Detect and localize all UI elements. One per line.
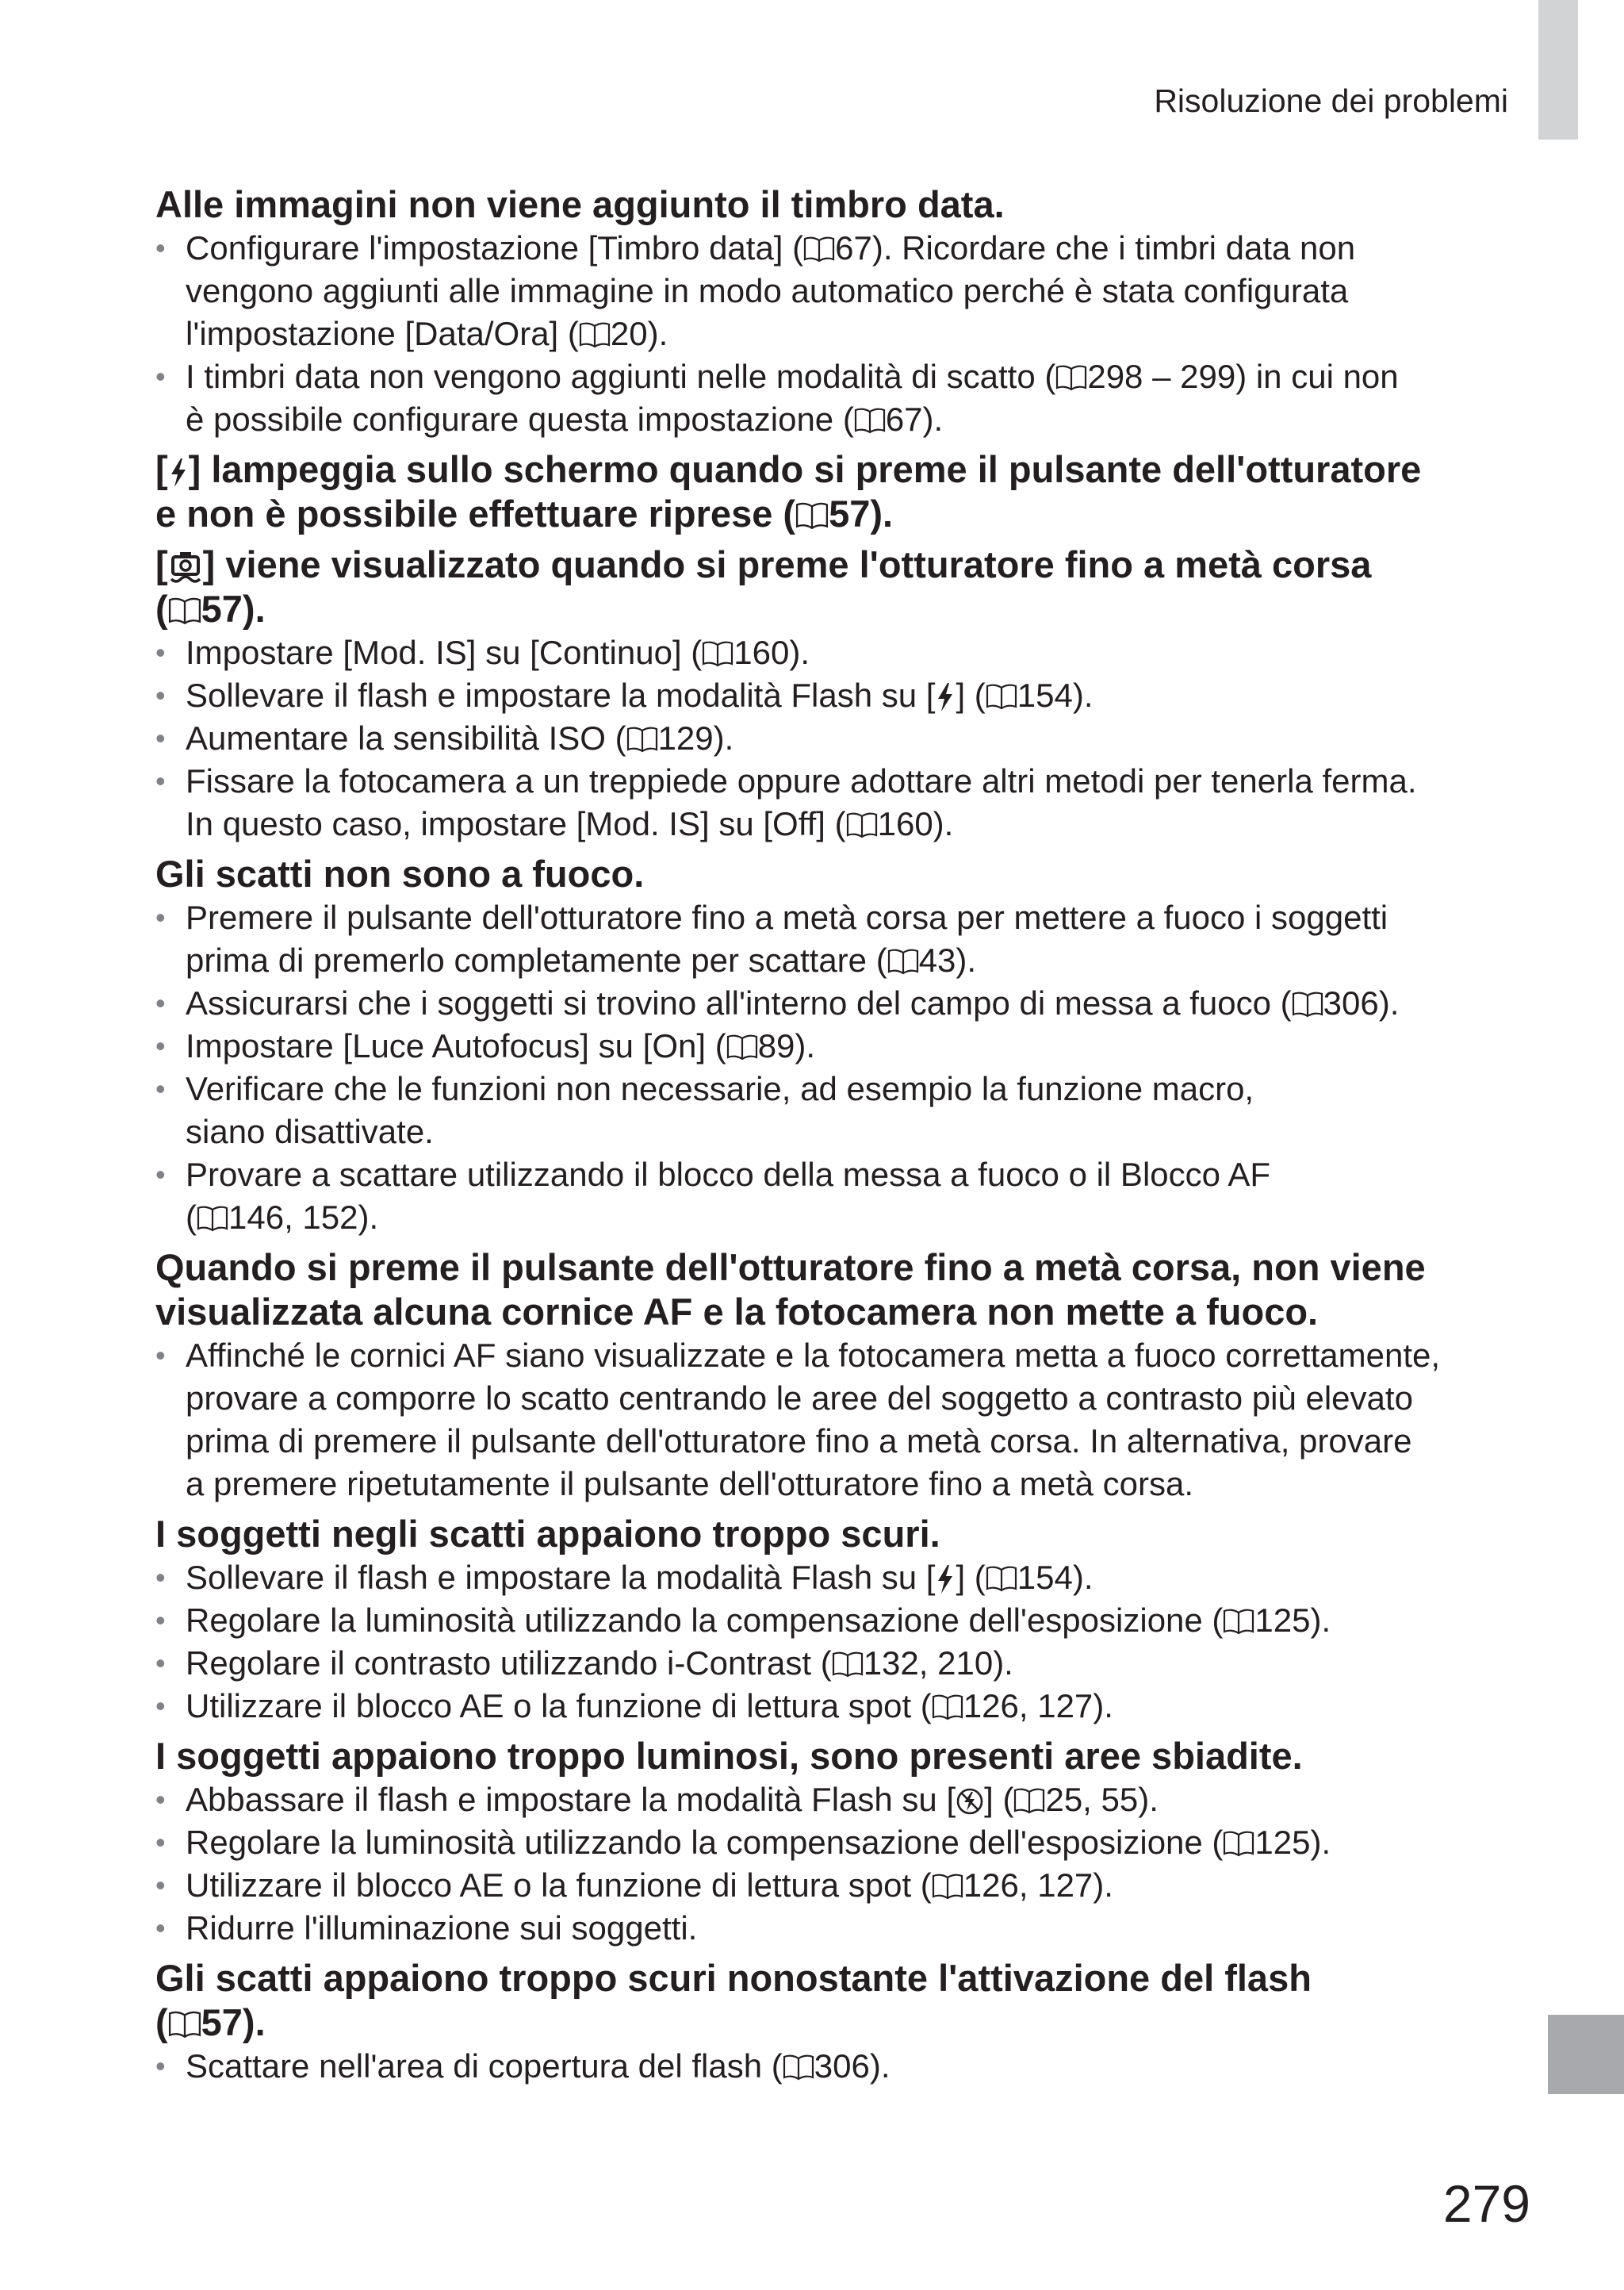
section-timbro-data	[155, 182, 1535, 441]
section-non-a-fuoco	[155, 852, 1535, 1239]
running-header: Risoluzione dei problemi	[1154, 82, 1508, 119]
section-heading: [ ] lampeggia sullo schermo quando si preme il pulsante dell'otturatore e non è possibile effettuare riprese ( 57).	[155, 448, 1422, 535]
flash-icon	[935, 681, 956, 713]
flash-icon	[168, 457, 189, 489]
list-item: • Fissare la fotocamera a un treppiede oppure adottare altri metodi per tenerla ferma. In questo caso, impostare [Mod. IS] su [Off] ( 160).	[155, 760, 1535, 846]
list-item: • Regolare la luminosità utilizzando la compensazione dell'esposizione ( 125).	[155, 1599, 1535, 1642]
list-item: • Scattare nell'area di copertura del flash ( 306).	[155, 2045, 1535, 2088]
book-icon	[1013, 1787, 1045, 1814]
book-icon	[932, 1694, 963, 1720]
book-icon	[1223, 1608, 1254, 1635]
list-item: • Affinché le cornici AF siano visualizzate e la fotocamera metta a fuoco correttamente, provare a comporre lo scatto centrando le aree del soggetto a contrasto più elevato prima di premere il pulsante dell'otturatore fino a metà corsa. In alternativa, provare a premere ripetutamente il pulsante dell'otturatore fino a metà corsa.	[155, 1334, 1535, 1506]
book-icon	[986, 1565, 1017, 1592]
list-item: • Premere il pulsante dell'otturatore fino a metà corsa per mettere a fuoco i soggetti prima di premerlo completamente per scattare ( 43).	[155, 896, 1535, 982]
list-item: • Sollevare il flash e impostare la modalità Flash su [ ] ( 154).	[155, 674, 1535, 717]
list-item: • Utilizzare il blocco AE o la funzione di lettura spot ( 126, 127).	[155, 1685, 1535, 1728]
book-icon	[1055, 364, 1087, 391]
book-icon	[832, 1651, 864, 1678]
book-icon	[168, 2010, 201, 2039]
list-item: • Configurare l'impostazione [Timbro data] ( 67). Ricordare che i timbri data non vengono aggiunti alle immagine in modo automatico perché è stata configurata l'impostazione [Data/Ora] ( 20).	[155, 227, 1535, 355]
book-icon	[803, 236, 835, 263]
section-troppo-luminosi	[155, 1734, 1535, 1950]
book-icon	[846, 811, 878, 838]
section-heading: Quando si preme il pulsante dell'otturatore fino a metà corsa, non viene visualizzata alcuna cornice AF e la fotocamera non mette a fuoco.	[155, 1246, 1426, 1333]
book-icon	[702, 640, 733, 667]
section-cornice-af	[155, 1245, 1535, 1506]
page-content	[155, 182, 1535, 2088]
list-item: • Verificare che le funzioni non necessarie, ad esempio la funzione macro, siano disattivate.	[155, 1068, 1535, 1153]
list-item: • Impostare [Mod. IS] su [Continuo] ( 160).	[155, 631, 1535, 674]
list-item: • Provare a scattare utilizzando il blocco della messa a fuoco o il Blocco AF ( 146, 152).	[155, 1153, 1535, 1239]
list-item: • Aumentare la sensibilità ISO ( 129).	[155, 717, 1535, 760]
book-icon	[1292, 991, 1323, 1018]
book-icon	[783, 2054, 814, 2081]
book-icon	[887, 948, 919, 975]
book-icon	[726, 1034, 758, 1061]
list-item: • Regolare la luminosità utilizzando la compensazione dell'esposizione ( 125).	[155, 1821, 1535, 1864]
section-heading: Gli scatti appaiono troppo scuri nonostante l'attivazione del flash ( 57).	[155, 1957, 1312, 2043]
book-icon	[854, 407, 886, 434]
section-heading: Gli scatti non sono a fuoco.	[155, 853, 645, 895]
flash-off-icon	[956, 1787, 984, 1816]
book-icon	[986, 683, 1017, 710]
list-item: • Utilizzare il blocco AE o la funzione di lettura spot ( 126, 127).	[155, 1864, 1535, 1907]
list-item: • Regolare il contrasto utilizzando i-Contrast ( 132, 210).	[155, 1642, 1535, 1685]
book-icon	[197, 1205, 228, 1232]
chapter-tab-side	[1548, 2015, 1624, 2094]
section-heading: [ ] viene visualizzato quando si preme l'otturatore fino a metà corsa ( 57).	[155, 543, 1372, 630]
book-icon	[795, 501, 829, 530]
book-icon	[168, 596, 201, 625]
list-item: • Sollevare il flash e impostare la modalità Flash su [ ] ( 154).	[155, 1556, 1535, 1599]
section-heading: Alle immagini non viene aggiunto il timbro data.	[155, 183, 1005, 225]
book-icon	[626, 726, 658, 753]
chapter-tab-top	[1538, 0, 1578, 140]
section-flash-lampeggia	[155, 447, 1535, 846]
book-icon	[932, 1873, 963, 1900]
page-number: 279	[1442, 2174, 1530, 2233]
list-item: • Assicurarsi che i soggetti si trovino all'interno del campo di messa a fuoco ( 306).	[155, 982, 1535, 1025]
section-heading: I soggetti negli scatti appaiono troppo scuri.	[155, 1513, 940, 1555]
list-item: • Impostare [Luce Autofocus] su [On] ( 89).	[155, 1025, 1535, 1068]
flash-icon	[935, 1563, 956, 1595]
section-scuri-con-flash	[155, 1956, 1535, 2088]
book-icon	[579, 321, 611, 348]
camera-shake-icon	[168, 547, 203, 585]
section-troppo-scuri	[155, 1512, 1535, 1728]
list-item: • Ridurre l'illuminazione sui soggetti.	[155, 1907, 1535, 1950]
list-item: • Abbassare il flash e impostare la modalità Flash su [ ] ( 25, 55).	[155, 1778, 1535, 1821]
list-item: • I timbri data non vengono aggiunti nelle modalità di scatto ( 298 – 299) in cui non è possibile configurare questa impostazione ( 67).	[155, 355, 1535, 441]
section-heading: I soggetti appaiono troppo luminosi, sono presenti aree sbiadite.	[155, 1735, 1303, 1777]
book-icon	[1223, 1830, 1254, 1857]
